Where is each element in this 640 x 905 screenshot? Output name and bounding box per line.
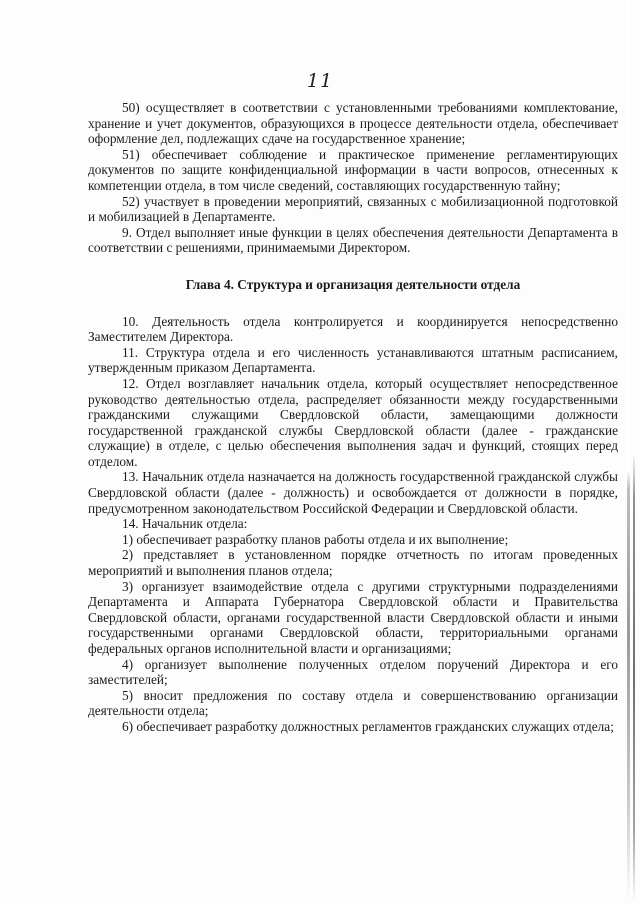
- scan-edge-shadow: [633, 0, 635, 905]
- paragraph-item-6: 6) обеспечивает разработку должностных регламентов гражданских служащих отдела;: [122, 718, 614, 734]
- paragraph-clause-14: 14. Начальник отдела:: [122, 516, 248, 532]
- paragraph-item-1: 1) обеспечивает разработку планов работы отдела и их выполнение;: [122, 531, 509, 547]
- spacer: [88, 303, 618, 314]
- scan-edge-shadow: [627, 0, 630, 905]
- paragraph-item-50: 50) осуществляет в соответствии с установленными требованиями комплектование, хранение и учет документов, образующихся в процессе деятельности отдела, обеспечивает оформление дел, подлежащих сдаче на государственное хранение;: [88, 100, 618, 147]
- paragraph-clause-9: 9. Отдел выполняет иные функции в целях обеспечения деятельности Департамента в соответствии с решениями, принимаемыми Директором.: [88, 224, 618, 256]
- paragraph-item-2: 2) представляет в установленном порядке отчетность по итогам проведенных мероприятий и выполнения планов отдела;: [88, 547, 618, 579]
- spacer: [88, 256, 618, 267]
- paragraph-item-5: 5) вносит предложения по составу отдела и совершенствованию организации деятельности отдела;: [88, 687, 618, 719]
- paragraph-clause-13: 13. Начальник отдела назначается на должность государственной гражданской службы Свердловской области (далее - должность) и освобождается от должности в порядке, предусмотренном законодательством Российской Федерации и Свердловской области.: [88, 469, 618, 516]
- chapter-heading: Глава 4. Структура и организация деятельности отдела: [185, 276, 521, 292]
- paragraph-clause-10: 10. Деятельность отдела контролируется и координируется непосредственно Заместителем Директора.: [88, 313, 618, 345]
- paragraph-clause-12: 12. Отдел возглавляет начальник отдела, который осуществляет непосредственное руководство деятельностью отдела, распределяет обязанности между государственными гражданскими служащими Свердловской области, замещающими должности государственной гражданской службы Свердловской области (далее - гражданские служащие) в отделе, с целью обеспечения выполнения задач и функций, стоящих перед отделом.: [88, 375, 618, 469]
- paragraph-item-4: 4) организует выполнение полученных отделом поручений Директора и его заместителей;: [88, 656, 618, 688]
- paragraph-item-51: 51) обеспечивает соблюдение и практическое применение регламентирующих документов по защите конфиденциальной информации в части вопросов, отнесенных к компетенции отдела, в том числе сведений, составляющих государственную тайну;: [88, 146, 618, 193]
- paragraph-clause-11: 11. Структура отдела и его численность устанавливаются штатным расписанием, утвержденным приказом Департамента.: [88, 344, 618, 376]
- paragraph-item-3: 3) организует взаимодействие отдела с другими структурными подразделениями Департамента и Аппарата Губернатора Свердловской области и Правительства Свердловской области, органами государственной власти Свердловской области и иными государственными органами Свердловской области, территориальными органами федеральных органов исполнительной власти и организациями;: [88, 578, 618, 656]
- page-number: 11: [306, 70, 334, 92]
- paragraph-item-52: 52) участвует в проведении мероприятий, связанных с мобилизационной подготовкой и мобилизацией в Департаменте.: [88, 193, 618, 225]
- document-body: [88, 100, 618, 735]
